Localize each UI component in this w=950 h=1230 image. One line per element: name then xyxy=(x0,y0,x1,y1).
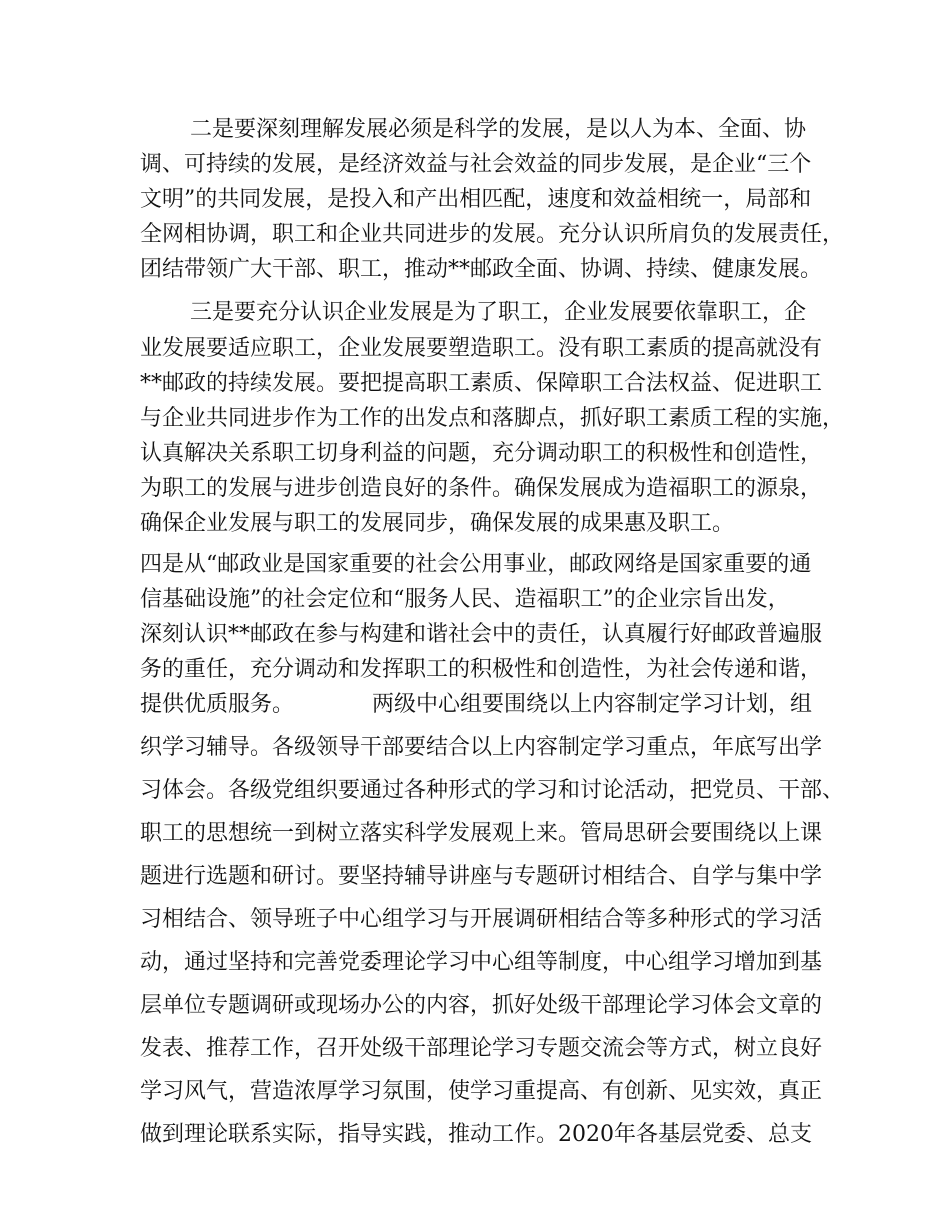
paragraph-text: 提供优质服务。 xyxy=(140,692,295,717)
paragraph-line: 与企业共同进步作为工作的出发点和落脚点，抓好职工素质工程的实施， xyxy=(140,406,845,431)
paragraph-line: 调、可持续的发展，是经济效益与社会效益的同步发展，是企业“三个 xyxy=(140,152,812,177)
paragraph-line: 文明”的共同发展，是投入和产出相匹配，速度和效益相统一，局部和 xyxy=(140,187,812,212)
paragraph-line: 习体会。各级党组织要通过各种形式的学习和讨论活动，把党员、干部、 xyxy=(140,778,845,803)
paragraph-line: 题进行选题和研讨。要坚持辅导讲座与专题研讨相结合、自学与集中学 xyxy=(140,864,823,889)
paragraph-line: 三是要充分认识企业发展是为了职工，企业发展要依靠职工，企 xyxy=(190,300,807,325)
paragraph-line: 认真解决关系职工切身利益的问题，充分调动职工的积极性和创造性， xyxy=(140,441,823,466)
paragraph-line: 二是要深刻理解发展必须是科学的发展，是以人为本、全面、协 xyxy=(190,117,807,142)
paragraph-line: **邮政的持续发展。要把提高职工素质、保障职工合法权益、促进职工 xyxy=(140,371,823,396)
paragraph-line: 深刻认识**邮政在参与构建和谐社会中的责任，认真履行好邮政普遍服 xyxy=(140,622,823,647)
paragraph-line: 团结带领广大干部、职工，推动**邮政全面、协调、持续、健康发展。 xyxy=(140,257,823,282)
paragraph-line: 信基础设施”的社会定位和“服务人民、造福职工”的企业宗旨出发， xyxy=(140,587,790,612)
paragraph-line: 业发展要适应职工，企业发展要塑造职工。没有职工素质的提高就没有 xyxy=(140,336,823,361)
paragraph-text: 两级中心组要围绕以上内容制定学习计划，组 xyxy=(372,692,813,717)
paragraph-line: 全网相协调，职工和企业共同进步的发展。充分认识所肩负的发展责任， xyxy=(140,222,845,247)
paragraph-line xyxy=(140,690,820,720)
paragraph-line: 学习风气，营造浓厚学习氛围，使学习重提高、有创新、见实效，真正 xyxy=(140,1079,823,1104)
paragraph-line: 习相结合、领导班子中心组学习与开展调研相结合等多种形式的学习活 xyxy=(140,907,823,932)
paragraph-line: 四是从“邮政业是国家重要的社会公用事业，邮政网络是国家重要的通 xyxy=(140,552,812,577)
paragraph-line: 层单位专题调研或现场办公的内容，抓好处级干部理论学习体会文章的 xyxy=(140,993,823,1018)
paragraph-line: 做到理论联系实际，指导实践，推动工作。2020年各基层党委、总支 xyxy=(140,1122,812,1147)
paragraph-line: 发表、推荐工作，召开处级干部理论学习专题交流会等方式，树立良好 xyxy=(140,1036,823,1061)
paragraph-line: 务的重任，充分调动和发挥职工的积极性和创造性，为社会传递和谐， xyxy=(140,657,823,682)
paragraph-line: 为职工的发展与进步创造良好的条件。确保发展成为造福职工的源泉， xyxy=(140,476,823,501)
paragraph-line: 动，通过坚持和完善党委理论学习中心组等制度，中心组学习增加到基 xyxy=(140,950,823,975)
paragraph-line: 职工的思想统一到树立落实科学发展观上来。管局思研会要围绕以上课 xyxy=(140,821,823,846)
paragraph-line: 确保企业发展与职工的发展同步，确保发展的成果惠及职工。 xyxy=(140,511,735,536)
paragraph-line: 织学习辅导。各级领导干部要结合以上内容制定学习重点，年底写出学 xyxy=(140,735,823,760)
